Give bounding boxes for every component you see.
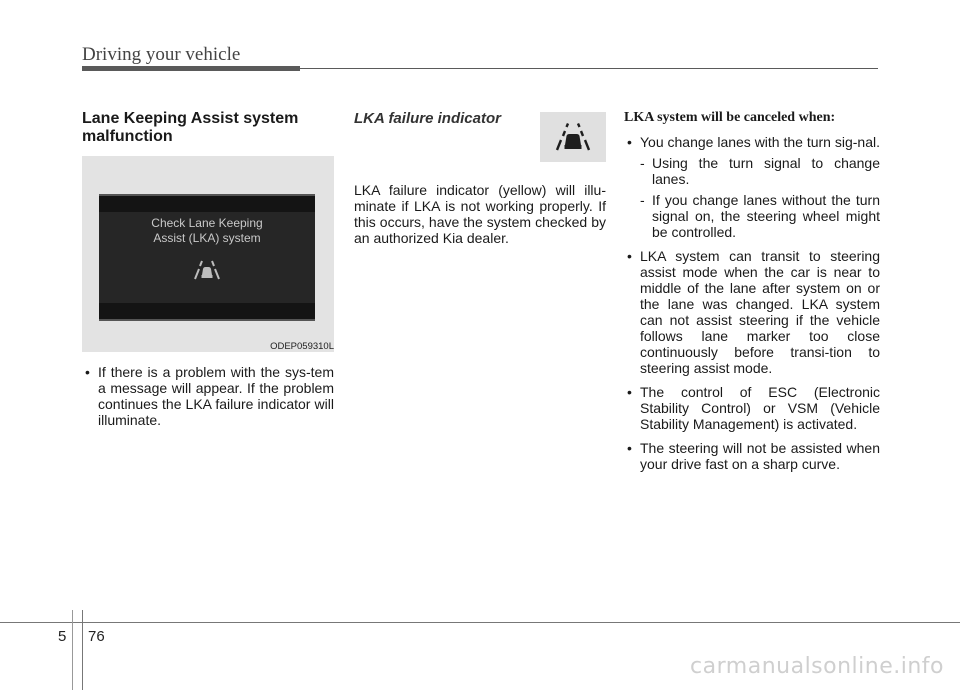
section-heading-failure-indicator: LKA failure indicator <box>354 110 501 127</box>
footer-crop-line <box>72 610 73 690</box>
cluster-message <box>99 216 315 246</box>
lka-failure-indicator-icon <box>553 122 593 152</box>
column-1 <box>82 110 334 146</box>
bullet-text: You change lanes with the turn sig-nal. <box>640 134 880 150</box>
cluster-message-line-2: Assist (LKA) system <box>153 231 261 245</box>
lka-warning-icon <box>191 258 223 280</box>
chapter-number: 5 <box>58 628 67 645</box>
sub-item: - If you change lanes without the turn signal on, the steering wheel might be controlled. <box>640 192 880 240</box>
cluster-figure <box>82 156 334 352</box>
list-item: • The steering will not be assisted when your drive fast on a sharp curve. <box>624 440 880 472</box>
list-item: • If there is a problem with the sys-tem a message will appear. If the problem continues the LKA failure indicator will illuminate. <box>82 364 334 428</box>
cluster-screen <box>99 194 315 321</box>
indicator-figure <box>540 112 606 162</box>
canceled-bullets <box>624 134 880 472</box>
header-rule-thick <box>82 66 300 71</box>
list-item <box>624 134 880 240</box>
list-item: • The control of ESC (Electronic Stability Control) or VSM (Vehicle Stability Management) is activated. <box>624 384 880 432</box>
screen-bottom-bar <box>99 303 315 319</box>
cluster-message-line-1: Check Lane Keeping <box>151 216 263 230</box>
malfunction-bullets <box>82 364 334 428</box>
page-header-title: Driving your vehicle <box>82 44 241 65</box>
list-item: • LKA system can transit to steering assist mode when the car is near to middle of the lane after system on or the lane was changed. LKA system can not assist steering if the vehicle follows lane marker too close continuously before transi-tion to steering assist mode. <box>624 248 880 376</box>
screen-top-bar <box>99 196 315 212</box>
header-rule-thin <box>300 68 878 69</box>
page-number: 76 <box>88 628 105 645</box>
section-heading-malfunction: Lane Keeping Assist system malfunction <box>82 110 299 145</box>
footer-rule <box>0 622 960 623</box>
column-1-body <box>82 364 334 436</box>
footer-divider <box>82 610 83 690</box>
watermark-text: carmanualsonline.info <box>690 654 944 679</box>
column-2-body <box>354 182 606 246</box>
column-3 <box>624 110 880 480</box>
section-heading-canceled-when: LKA system will be canceled when: <box>624 110 836 125</box>
failure-indicator-text: LKA failure indicator (yellow) will illu-minate if LKA is not working properly. If this occurs, have the system checked by an authorized Kia dealer. <box>354 182 606 246</box>
figure-code: ODEP059310L <box>270 341 334 352</box>
sub-item: - Using the turn signal to change lanes. <box>640 155 880 187</box>
